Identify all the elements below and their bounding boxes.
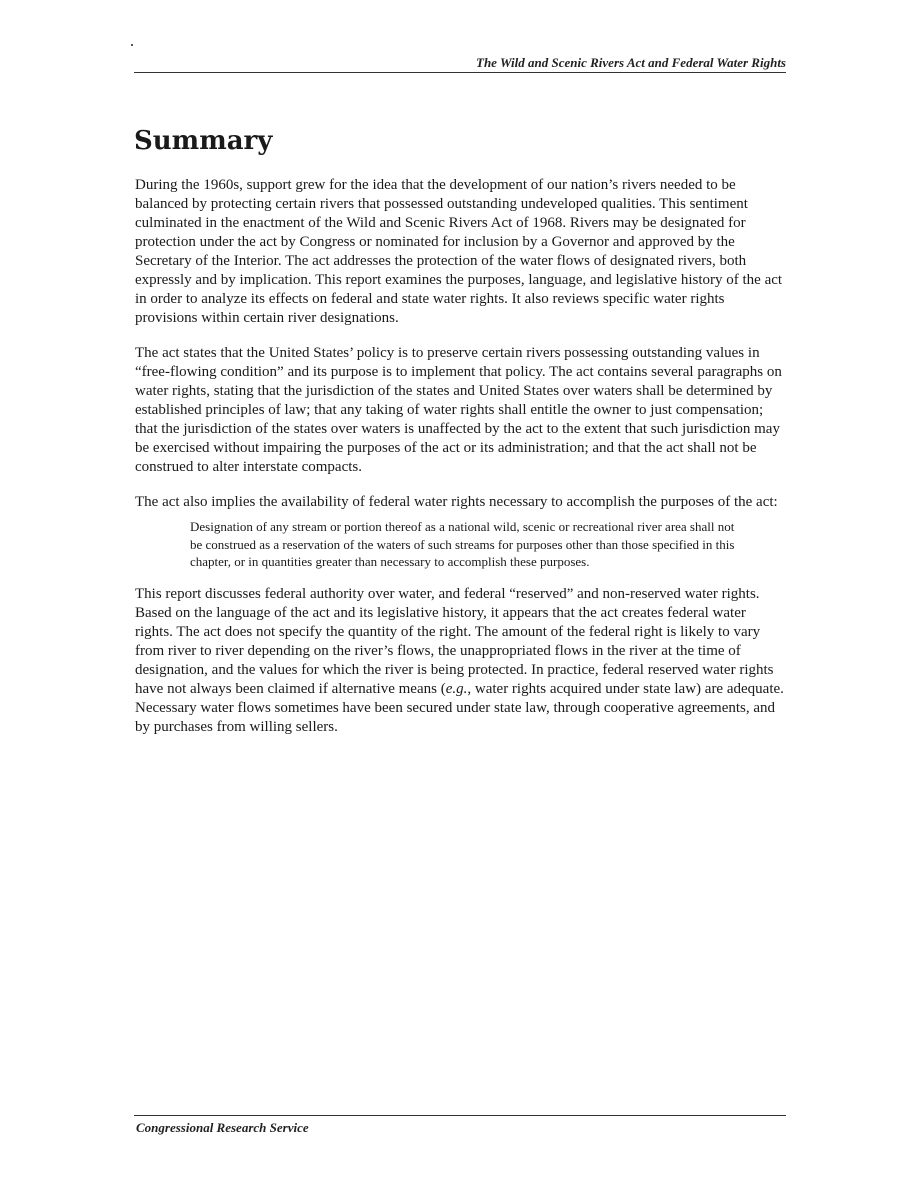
stray-mark [131, 44, 133, 46]
section-title: Summary [134, 126, 273, 156]
header-divider [134, 72, 786, 73]
paragraph-3: The act also implies the availability of federal water rights necessary to accomplish the purposes of the act: [135, 494, 778, 510]
block-quote: Designation of any stream or portion thereof as a national wild, scenic or recreational river area shall not be construed as a reservation of the waters of such streams for purposes other than those specified in this chapter, or in quantities greater than necessary to accomplish these purposes. [190, 519, 735, 569]
paragraph-4-part-1: This report discusses federal authority over water, and federal “reserved” and non-reserved water rights. Based on the language of the act and its legislative history, it appears that the act creates federal water rights. The act does not specify the quantity of the right. The amount of the federal right is likely to vary from river to river depending on the river’s flows, the unappropriated flows in the river at the time of designation, and the values for which the river is being protected. In practice, federal reserved water rights have not always been claimed if alternative means ( [135, 585, 774, 697]
paragraph-1: During the 1960s, support grew for the idea that the development of our nation’s rivers needed to be balanced by protecting certain rivers that possessed outstanding undeveloped qualities. This sentiment culminated in the enactment of the Wild and Scenic Rivers Act of 1968. Rivers may be designated for protection under the act by Congress or nominated for inclusion by a Governor and approved by the Secretary of the Interior. The act addresses the protection of the water flows of designated rivers, both expressly and by implication. This report examines the purposes, language, and legislative history of the act in order to analyze its effects on federal and state water rights. It also reviews specific water rights provisions within certain river designations. [135, 177, 783, 326]
paragraph-4 [135, 585, 787, 737]
paragraph-2: The act states that the United States’ policy is to preserve certain rivers possessing outstanding values in “free-flowing condition” and its purpose is to implement that policy. The act contains several paragraphs on water rights, stating that the jurisdiction of the states and United States over waters shall be determined by established principles of law; that any taking of water rights shall entitle the owner to just compensation; that the jurisdiction of the states over waters is unaffected by the act to the extent that such jurisdiction may be exercised without impairing the purposes of the act or its administration; and that the act shall not be construed to alter interstate compacts. [135, 345, 782, 475]
running-header: The Wild and Scenic Rivers Act and Federal Water Rights [476, 55, 786, 70]
footer-divider [134, 1115, 786, 1116]
eg-abbreviation: e.g. [445, 680, 468, 697]
paragraph-4-part-2: , water rights acquired under state law) are adequate. Necessary water flows sometimes have been secured under state law, through cooperative agreements, and by purchases from willing sellers. [135, 680, 784, 735]
footer-organization: Congressional Research Service [136, 1120, 309, 1135]
summary-body [135, 176, 787, 753]
